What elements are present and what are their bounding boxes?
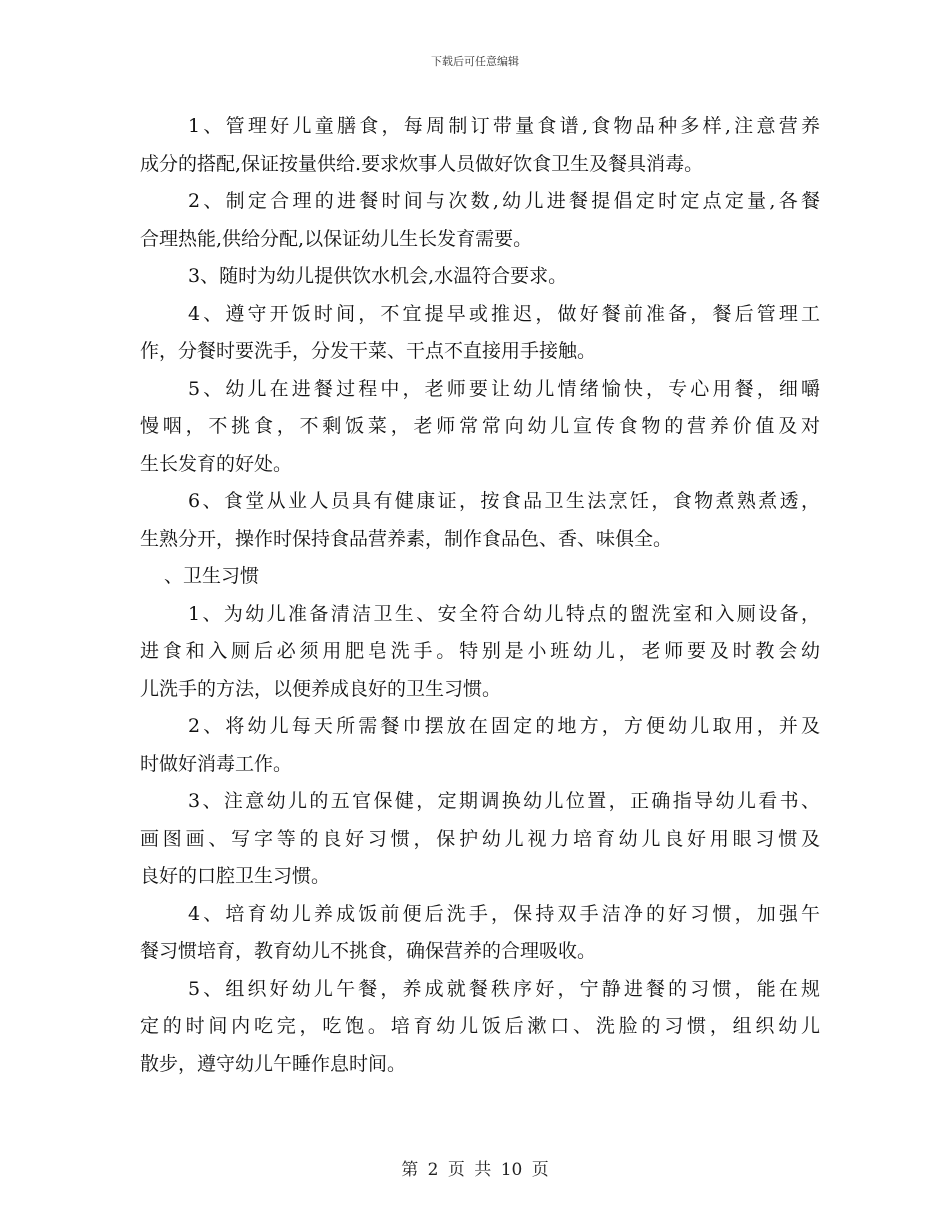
text-line: 6、食堂从业人员具有健康证，按食品卫生法烹饪，食物煮熟煮透， [188, 490, 820, 512]
text-line: 定的时间内吃完，吃饱。培育幼儿饭后漱口、洗脸的习惯，组织幼儿 [140, 1015, 820, 1037]
text-line: 合理热能,供给分配,以保证幼儿生长发育需要。 [140, 227, 533, 250]
text-line: 4、培育幼儿养成饭前便后洗手，保持双手洁净的好习惯，加强午 [188, 902, 820, 925]
text-line: 作，分餐时要洗手，分发干菜、干点不直接用手接触。 [140, 340, 597, 362]
text-line: 良好的口腔卫生习惯。 [140, 865, 331, 887]
text-line: 生熟分开，操作时保持食品营养素，制作食品色、香、味俱全。 [140, 527, 673, 550]
document-body [140, 108, 820, 1083]
text-line: 5、幼儿在进餐过程中，老师要让幼儿情绪愉快，专心用餐，细嚼 [188, 377, 820, 400]
text-line: 5、组织好幼儿午餐，养成就餐秩序好，宁静进餐的习惯，能在规 [188, 977, 820, 1000]
text-line: 散步，遵守幼儿午睡作息时间。 [140, 1052, 407, 1075]
text-line: 儿洗手的方法，以便养成良好的卫生习惯。 [140, 677, 502, 700]
text-line: 画图画、写字等的良好习惯，保护幼儿视力培育幼儿良好用眼习惯及 [140, 827, 820, 850]
text-line: 4、遵守开饭时间，不宜提早或推迟，做好餐前准备，餐后管理工 [188, 302, 820, 325]
text-line: 时做好消毒工作。 [140, 752, 293, 775]
text-line: 慢咽，不挑食，不剩饭菜，老师常常向幼儿宣传食物的营养价值及对 [140, 415, 820, 437]
section-heading: 、卫生习惯 [164, 565, 260, 587]
text-line: 生长发育的好处。 [140, 452, 293, 475]
page-footer: 第 2 页 共 10 页 [401, 1160, 549, 1180]
text-line: 餐习惯培育，教育幼儿不挑食，确保营养的合理吸收。 [140, 940, 597, 962]
text-line: 2、将幼儿每天所需餐巾摆放在固定的地方，方便幼儿取用，并及 [188, 715, 820, 737]
text-line: 1、管理好儿童膳食，每周制订带量食谱,食物品种多样,注意营养 [188, 115, 820, 137]
text-line: 3、注意幼儿的五官保健，定期调换幼儿位置，正确指导幼儿看书、 [188, 790, 820, 812]
text-line: 3、随时为幼儿提供饮水机会,水温符合要求。 [188, 265, 568, 287]
text-line: 2、制定合理的进餐时间与次数,幼儿进餐提倡定时定点定量,各餐 [188, 190, 820, 212]
text-line: 成分的搭配,保证按量供给.要求炊事人员做好饮食卫生及餐具消毒。 [140, 152, 704, 175]
text-line: 1、为幼儿准备清洁卫生、安全符合幼儿特点的盥洗室和入厕设备， [188, 602, 820, 625]
page-header: 下载后可任意编辑 [431, 55, 519, 68]
text-line: 进食和入厕后必须用肥皂洗手。特别是小班幼儿，老师要及时教会幼 [140, 640, 820, 662]
